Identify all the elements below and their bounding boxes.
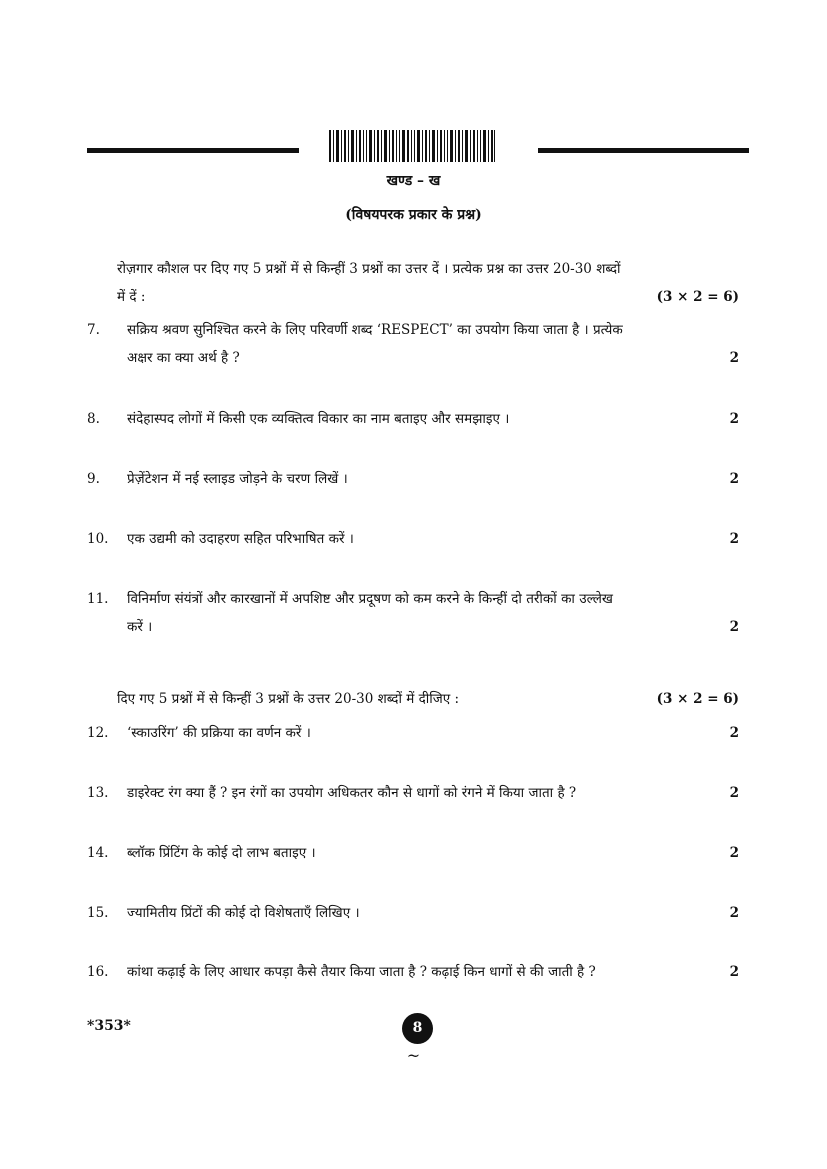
question-marks: 2	[729, 785, 739, 801]
question-text-line1: कांथा कढ़ाई के लिए आधार कपड़ा कैसे तैयार किया जाता है ? कढ़ाई किन धागों से की जाती है ?	[127, 964, 596, 980]
section-title: खण्ड – ख	[386, 173, 441, 189]
part1-instruction-line2: में दें :	[117, 289, 146, 305]
question-13	[87, 779, 739, 807]
question-9	[87, 465, 739, 493]
question-text-line1: डाइरेक्ट रंग क्या हैं ? इन रंगों का उपयोग अधिकतर कौन से धागों को रंगने में किया जाता है ?	[127, 785, 577, 801]
question-number: 7.	[87, 322, 100, 338]
header-rule-right	[538, 148, 749, 153]
part2-instruction	[87, 685, 739, 713]
section-subtitle: (विषयपरक प्रकार के प्रश्न)	[345, 207, 482, 223]
question-text-line2: करें ।	[127, 619, 153, 635]
question-number: 12.	[87, 725, 109, 741]
question-text-line1: एक उद्यमी को उदाहरण सहित परिभाषित करें ।	[127, 531, 354, 547]
page-number: 8	[402, 1013, 433, 1044]
question-marks: 2	[729, 471, 739, 487]
paper-code: *353*	[87, 1018, 131, 1034]
question-number: 13.	[87, 785, 109, 801]
header-rule-left	[87, 148, 299, 153]
question-marks: 2	[729, 531, 739, 547]
question-11	[87, 585, 739, 641]
question-14	[87, 839, 739, 867]
question-15	[87, 899, 739, 927]
question-text-line1: प्रेज़ेंटेशन में नई स्लाइड जोड़ने के चरण लिखें ।	[127, 471, 348, 487]
part1-instruction-line1: रोज़गार कौशल पर दिए गए 5 प्रश्नों में से किन्हीं 3 प्रश्नों का उत्तर दें । प्रत्येक प्रश्न का उत्तर 20-30 शब्दों	[117, 261, 621, 277]
question-16	[87, 958, 739, 986]
question-marks: 2	[729, 905, 739, 921]
barcode	[329, 130, 495, 162]
question-text-line2: अक्षर का क्या अर्थ है ?	[127, 350, 240, 366]
question-number: 10.	[87, 531, 109, 547]
part2-marks-scheme: (3 × 2 = 6)	[656, 691, 739, 707]
question-number: 8.	[87, 411, 100, 427]
question-text-line1: सक्रिय श्रवण सुनिश्चित करने के लिए परिवर्णी शब्द ‘RESPECT’ का उपयोग किया जाता है । प्रत्येक	[127, 322, 623, 338]
question-marks: 2	[729, 350, 739, 366]
question-marks: 2	[729, 411, 739, 427]
question-text-line1: संदेहास्पद लोगों में किसी एक व्यक्तित्व विकार का नाम बताइए और समझाइए ।	[127, 411, 510, 427]
question-marks: 2	[729, 964, 739, 980]
page-tilde: ~	[406, 1046, 421, 1065]
question-7	[87, 316, 739, 372]
question-12	[87, 719, 739, 747]
question-8	[87, 405, 739, 433]
question-text-line1: ब्लॉक प्रिंटिंग के कोई दो लाभ बताइए ।	[127, 845, 316, 861]
part2-instruction-text: दिए गए 5 प्रश्नों में से किन्हीं 3 प्रश्नों के उत्तर 20-30 शब्दों में दीजिए :	[117, 691, 460, 707]
question-text-line1: विनिर्माण संयंत्रों और कारखानों में अपशिष्ट और प्रदूषण को कम करने के किन्हीं दो तरीकों का उल्लेख	[127, 591, 613, 607]
question-marks: 2	[729, 845, 739, 861]
question-number: 16.	[87, 964, 109, 980]
question-text-line1: ‘स्काउरिंग’ की प्रक्रिया का वर्णन करें ।	[127, 725, 311, 741]
question-text-line1: ज्यामितीय प्रिंटों की कोई दो विशेषताएँ लिखिए ।	[127, 905, 360, 921]
question-number: 14.	[87, 845, 109, 861]
part1-instruction	[87, 255, 739, 311]
question-marks: 2	[729, 725, 739, 741]
question-10	[87, 525, 739, 553]
part1-marks-scheme: (3 × 2 = 6)	[656, 289, 739, 305]
question-number: 9.	[87, 471, 100, 487]
question-number: 15.	[87, 905, 109, 921]
question-number: 11.	[87, 591, 109, 607]
question-marks: 2	[729, 619, 739, 635]
